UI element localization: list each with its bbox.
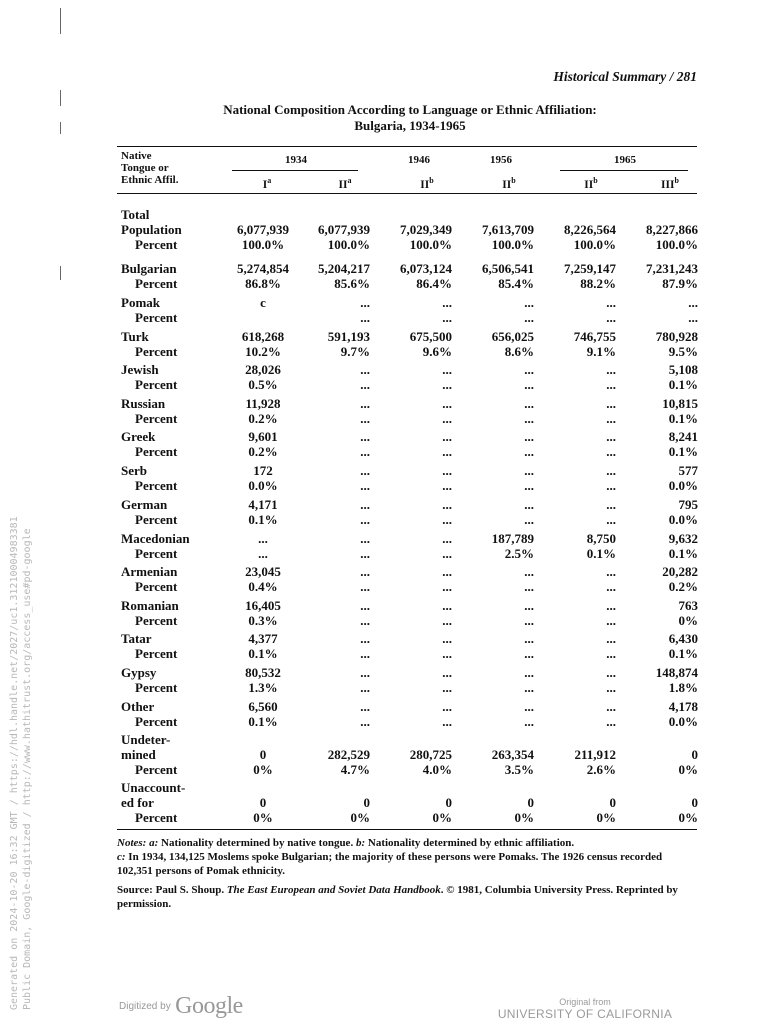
table-cell: 8,750 [586, 531, 616, 546]
table-cell: ... [360, 665, 370, 680]
table-cell: 10.2% [245, 344, 281, 359]
row-label: Percent [135, 444, 178, 459]
table-cell: 4,171 [248, 497, 278, 512]
row-label: Bulgarian [121, 261, 177, 276]
table-cell: ... [524, 512, 534, 527]
table-top-rule [117, 146, 697, 147]
table-cell: ... [442, 579, 452, 594]
table-cell: 187,789 [491, 531, 534, 546]
table-cell: 0% [678, 613, 698, 628]
table-cell: 0.5% [248, 377, 278, 392]
university-name: UNIVERSITY OF CALIFORNIA [497, 1007, 673, 1021]
row-label: Percent [135, 546, 178, 561]
year-header-1934: 1934 [285, 154, 307, 166]
table-cell: ... [360, 613, 370, 628]
first-column-header: Native Tongue or Ethnic Affil. [121, 150, 179, 186]
table-cell: ... [524, 295, 534, 310]
table-cell: ... [360, 478, 370, 493]
row-label: mined [121, 747, 156, 762]
table-cell: ... [606, 429, 616, 444]
table-cell: ... [360, 429, 370, 444]
scan-edge-mark [60, 90, 61, 106]
table-cell: 100.0% [241, 237, 285, 252]
table-cell: 0.1% [248, 646, 278, 661]
table-cell: ... [524, 631, 534, 646]
table-cell: 4.7% [340, 762, 370, 777]
table-cell: ... [606, 497, 616, 512]
row-label: Gypsy [121, 665, 157, 680]
table-cell: ... [360, 531, 370, 546]
year-span-line-1934 [232, 170, 358, 171]
table-cell: ... [524, 579, 534, 594]
table-cell: ... [442, 463, 452, 478]
table-cell: ... [688, 310, 698, 325]
table-cell: 8.6% [504, 344, 534, 359]
table-cell: ... [442, 646, 452, 661]
column-header-1956: $II^b$ [502, 176, 516, 191]
table-bottom-rule [117, 829, 697, 830]
table-cell: ... [524, 310, 534, 325]
table-cell: 675,500 [409, 329, 452, 344]
table-cell: ... [606, 310, 616, 325]
table-cell: ... [442, 564, 452, 579]
table-row [0, 478, 768, 495]
row-label: Pomak [121, 295, 160, 310]
table-cell: ... [360, 463, 370, 478]
table-cell: ... [524, 478, 534, 493]
table-cell: 10,815 [662, 396, 698, 411]
table-cell: ... [360, 680, 370, 695]
table-cell: 1.8% [668, 680, 698, 695]
row-label: Greek [121, 429, 156, 444]
page-header: Historical Summary / 281 [553, 69, 697, 84]
table-cell: ... [606, 396, 616, 411]
row-label: Percent [135, 810, 178, 825]
table-cell: 23,045 [245, 564, 281, 579]
scan-edge-mark [60, 122, 61, 134]
table-row [0, 762, 768, 779]
table-row [0, 680, 768, 697]
table-cell: 6,077,939 [318, 222, 370, 237]
table-cell: 8,227,866 [646, 222, 698, 237]
title-line-1: National Composition According to Language or Ethnic Affiliation: [223, 102, 597, 117]
table-cell: ... [442, 411, 452, 426]
table-cell: ... [606, 631, 616, 646]
table-row [0, 237, 768, 254]
table-cell: 0.1% [668, 411, 698, 426]
table-cell: 5,274,854 [237, 261, 289, 276]
table-cell: ... [524, 646, 534, 661]
title-line-2: Bulgaria, 1934-1965 [354, 118, 466, 133]
table-cell: 211,912 [574, 747, 616, 762]
table-cell: ... [606, 512, 616, 527]
column-header-1965-iii: III$^b$ [661, 176, 679, 191]
row-label: Romanian [121, 598, 179, 613]
table-row [0, 613, 768, 630]
table-row [0, 810, 768, 827]
row-label: Percent [135, 237, 178, 252]
table-cell: 4,178 [668, 699, 698, 714]
table-cell: ... [442, 497, 452, 512]
row-label: Percent [135, 478, 178, 493]
table-cell: ... [606, 411, 616, 426]
table-cell: 86.4% [416, 276, 452, 291]
table-cell: 9.7% [340, 344, 370, 359]
table-cell: 4.0% [422, 762, 452, 777]
table-cell: 0.0% [248, 478, 278, 493]
row-label: Percent [135, 310, 178, 325]
table-cell: ... [524, 699, 534, 714]
table-row [0, 714, 768, 731]
table-cell: ... [606, 646, 616, 661]
table-cell: ... [606, 564, 616, 579]
table-cell: ... [442, 665, 452, 680]
table-cell: ... [524, 463, 534, 478]
table-cell: ... [524, 714, 534, 729]
table-cell: 9.5% [668, 344, 698, 359]
table-cell: 9.1% [586, 344, 616, 359]
row-label: Percent [135, 714, 178, 729]
table-cell: 0% [596, 810, 616, 825]
row-label: Percent [135, 646, 178, 661]
year-header-1956: 1956 [490, 154, 512, 166]
table-cell: ... [360, 512, 370, 527]
table-cell: ... [606, 613, 616, 628]
table-cell: 280,725 [409, 747, 452, 762]
table-cell: 0 [691, 747, 698, 762]
table-cell: ... [360, 295, 370, 310]
table-cell: 88.2% [580, 276, 616, 291]
table-cell: ... [524, 665, 534, 680]
table-cell: 20,282 [662, 564, 698, 579]
row-label: Serb [121, 463, 147, 478]
table-cell: ... [606, 699, 616, 714]
table-cell: ... [360, 598, 370, 613]
table-cell: ... [258, 546, 268, 561]
table-cell: 0.0% [668, 512, 698, 527]
column-header-1965-ii: $II^b$ [584, 176, 598, 191]
table-cell: 0.0% [668, 478, 698, 493]
table-cell: ... [442, 631, 452, 646]
table-cell: 0.1% [248, 512, 278, 527]
table-cell: ... [360, 411, 370, 426]
table-cell: 0% [514, 810, 534, 825]
table-cell: 6,506,541 [482, 261, 534, 276]
table-cell: 16,405 [245, 598, 281, 613]
table-cell: 591,193 [327, 329, 370, 344]
table-cell: 7,029,349 [400, 222, 452, 237]
table-cell: 1.3% [248, 680, 278, 695]
table-cell: 100.0% [573, 237, 616, 252]
table-cell: 0% [432, 810, 452, 825]
table-cell: ... [606, 463, 616, 478]
column-header-1934-ii: $II^a$ [338, 176, 352, 191]
table-cell: 7,259,147 [564, 261, 616, 276]
table-cell: 0.0% [668, 714, 698, 729]
table-cell: 0.1% [248, 714, 278, 729]
table-cell: 0.3% [248, 613, 278, 628]
table-cell: 5,108 [668, 362, 698, 377]
table-cell: ... [606, 377, 616, 392]
original-from [490, 997, 680, 1021]
table-cell: ... [606, 680, 616, 695]
row-label: Population [121, 222, 182, 237]
table-cell: 0 [691, 795, 698, 810]
table-cell: ... [524, 598, 534, 613]
table-cell: 28,026 [245, 362, 281, 377]
table-cell: ... [524, 497, 534, 512]
table-cell: 3.5% [504, 762, 534, 777]
table-cell: ... [442, 295, 452, 310]
stamp-line-1: Generated on 2024-10-20 16:32 GMT / https://hdl.handle.net/2027/uc1.31210004983381 [9, 516, 20, 1010]
table-cell: 0% [253, 810, 273, 825]
table-cell: 0% [678, 762, 698, 777]
table-cell: 0.1% [586, 546, 616, 561]
table-cell: 9.6% [422, 344, 452, 359]
table-cell: ... [606, 295, 616, 310]
table-cell: ... [606, 478, 616, 493]
table-cell: 172 [253, 463, 273, 478]
table-cell: ... [442, 310, 452, 325]
table-cell: c [260, 295, 266, 310]
table-cell: 746,755 [573, 329, 616, 344]
table-cell: 0.1% [668, 646, 698, 661]
table-cell: 263,354 [491, 747, 534, 762]
row-label: Total [121, 207, 150, 222]
row-label: Armenian [121, 564, 178, 579]
table-cell: ... [524, 613, 534, 628]
table-cell: 0 [609, 795, 616, 810]
row-label: Tatar [121, 631, 152, 646]
table-cell: ... [442, 444, 452, 459]
table-cell: ... [442, 396, 452, 411]
table-cell: ... [524, 377, 534, 392]
table-cell: 6,077,939 [237, 222, 289, 237]
table-cell: ... [360, 362, 370, 377]
table-source: Source: Paul S. Shoup. The East European and Soviet Data Handbook. © 1981, Columbia University Press. Reprinted by permission. [117, 884, 678, 910]
table-cell: 795 [678, 497, 698, 512]
table-cell: ... [606, 714, 616, 729]
year-span-line-1965 [560, 170, 688, 171]
table-cell: ... [442, 680, 452, 695]
table-cell: 0.2% [248, 444, 278, 459]
table-row [0, 512, 768, 529]
row-label: Percent [135, 579, 178, 594]
table-cell: 80,532 [245, 665, 281, 680]
row-label: Turk [121, 329, 149, 344]
table-cell: ... [360, 646, 370, 661]
scan-edge-mark [60, 8, 61, 34]
table-cell: 763 [678, 598, 698, 613]
table-cell: 0.2% [248, 411, 278, 426]
table-cell: 780,928 [655, 329, 698, 344]
table-cell: 7,231,243 [646, 261, 698, 276]
table-cell: ... [442, 714, 452, 729]
table-cell: 5,204,217 [318, 261, 370, 276]
table-row [0, 546, 768, 563]
table-cell: 0 [445, 795, 452, 810]
row-label: Undeter- [121, 732, 171, 747]
table-cell: ... [442, 598, 452, 613]
table-cell: 85.4% [498, 276, 534, 291]
row-label: Unaccount- [121, 780, 186, 795]
table-cell: 6,073,124 [400, 261, 452, 276]
table-cell: 0 [259, 795, 267, 810]
table-cell: 0% [678, 810, 698, 825]
table-cell: 0% [350, 810, 370, 825]
table-cell: ... [524, 411, 534, 426]
google-logo: Google [175, 993, 243, 1019]
year-header-1965: 1965 [614, 154, 636, 166]
table-cell: ... [360, 546, 370, 561]
table-cell: 100.0% [409, 237, 452, 252]
column-header-1934-i: $I^a$ [262, 176, 272, 191]
table-cell: ... [360, 497, 370, 512]
table-cell: ... [524, 564, 534, 579]
table-cell: ... [360, 377, 370, 392]
table-cell: 0 [259, 747, 267, 762]
table-cell: ... [360, 310, 370, 325]
row-label: Macedonian [121, 531, 190, 546]
table-cell: 0.2% [668, 579, 698, 594]
table-cell: 9,632 [668, 531, 698, 546]
table-cell: 4,377 [248, 631, 278, 646]
table-cell: 656,025 [491, 329, 534, 344]
table-cell: 86.8% [245, 276, 281, 291]
table-cell: ... [442, 699, 452, 714]
table-cell: ... [360, 444, 370, 459]
table-cell: ... [606, 598, 616, 613]
row-label: Percent [135, 276, 178, 291]
row-label: Jewish [121, 362, 159, 377]
table-cell: 85.6% [334, 276, 370, 291]
row-label: Percent [135, 762, 178, 777]
table-cell: 100.0% [327, 237, 370, 252]
table-title [120, 102, 700, 134]
row-label: Percent [135, 377, 178, 392]
table-cell: 100.0% [655, 237, 698, 252]
table-cell: ... [524, 362, 534, 377]
table-cell: 11,928 [245, 396, 281, 411]
table-cell: 0.1% [668, 377, 698, 392]
table-notes: Notes: a: Nationality determined by native tongue. b: Nationality determined by ethnic affiliation. c: In 1934, 134,125 Moslems spoke Bulgarian; the majority of these persons were Pomaks. The 1926 census recorded 102,351 persons of Pomak ethnicity. [117, 837, 663, 877]
table-cell: ... [524, 396, 534, 411]
table-cell: ... [606, 362, 616, 377]
table-cell: 577 [678, 463, 698, 478]
table-cell: ... [442, 546, 452, 561]
table-cell: 8,241 [668, 429, 698, 444]
table-cell: 9,601 [248, 429, 278, 444]
table-cell: ... [442, 377, 452, 392]
original-from-label: Original from [559, 997, 611, 1007]
table-cell: 8,226,564 [564, 222, 616, 237]
year-header-1946: 1946 [408, 154, 430, 166]
table-cell: 0% [253, 762, 273, 777]
table-cell: ... [524, 429, 534, 444]
row-label: Russian [121, 396, 166, 411]
table-cell: ... [442, 613, 452, 628]
table-cell: 6,430 [668, 631, 698, 646]
table-cell: 2.6% [586, 762, 616, 777]
table-cell: ... [360, 396, 370, 411]
table-cell: 148,874 [655, 665, 698, 680]
table-cell: 0 [363, 795, 370, 810]
table-cell: ... [606, 579, 616, 594]
table-row [0, 344, 768, 361]
table-cell: 282,529 [327, 747, 370, 762]
table-cell: 2.5% [504, 546, 534, 561]
table-cell: ... [258, 531, 268, 546]
table-cell: ... [688, 295, 698, 310]
table-cell: 0.1% [668, 546, 698, 561]
table-cell: ... [360, 564, 370, 579]
table-row [0, 646, 768, 663]
table-cell: ... [360, 699, 370, 714]
table-cell: ... [442, 512, 452, 527]
table-row [0, 310, 768, 327]
table-cell: 6,560 [248, 699, 278, 714]
row-label: Percent [135, 613, 178, 628]
table-cell: ... [524, 444, 534, 459]
table-cell: ... [360, 714, 370, 729]
table-cell: 100.0% [491, 237, 534, 252]
row-label: ed for [121, 795, 154, 810]
table-cell: 87.9% [662, 276, 698, 291]
row-label: Percent [135, 344, 178, 359]
table-cell: 618,268 [241, 329, 285, 344]
row-label: Other [121, 699, 155, 714]
table-row [0, 276, 768, 293]
row-label: Percent [135, 680, 178, 695]
digitized-by-label: Digitized by [119, 1001, 171, 1012]
row-label: Percent [135, 512, 178, 527]
table-row [0, 411, 768, 428]
table-cell: ... [442, 362, 452, 377]
table-cell: ... [606, 444, 616, 459]
table-row [0, 377, 768, 394]
table-cell: ... [360, 631, 370, 646]
row-label: German [121, 497, 168, 512]
table-cell: 7,613,709 [482, 222, 534, 237]
table-cell: 0.4% [248, 579, 278, 594]
table-cell: ... [442, 429, 452, 444]
row-label: Percent [135, 411, 178, 426]
stamp-line-2: Public Domain, Google-digitized / http://www.hathitrust.org/access_use#pd-google [22, 528, 33, 1010]
table-row [0, 444, 768, 461]
table-header-rule [117, 193, 697, 194]
table-cell: ... [442, 478, 452, 493]
table-row [0, 579, 768, 596]
table-cell: 0.1% [668, 444, 698, 459]
table-cell: 0 [527, 795, 534, 810]
table-cell: ... [524, 680, 534, 695]
column-header-1946: $II^b$ [420, 176, 434, 191]
table-cell: ... [442, 531, 452, 546]
table-cell: ... [360, 579, 370, 594]
table-cell: ... [606, 665, 616, 680]
digitized-by-google [119, 993, 243, 1020]
